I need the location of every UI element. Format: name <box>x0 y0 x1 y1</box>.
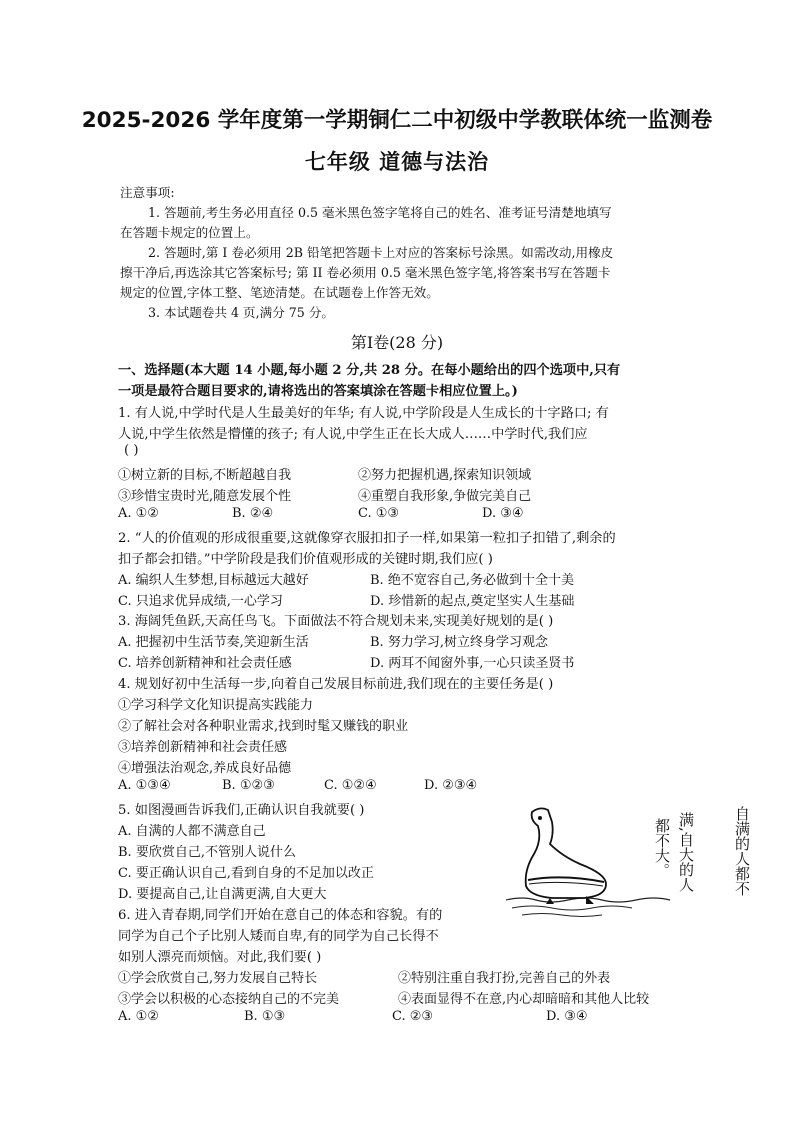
question-6-stem: 如别人漂亮而烦恼。对此,我们要( ) <box>118 950 322 965</box>
part1-title: 第Ⅰ卷(28 分) <box>350 333 444 352</box>
option-b[interactable]: B. 要欣赏自己,不管别人说什么 <box>118 845 296 860</box>
section-instruction: 一、选择题(本大题 14 小题,每小题 2 分,共 28 分。在每小题给出的四个选项中,只有 <box>118 363 621 378</box>
statement-item: ③珍惜宝贵时光,随意发展个性 <box>118 489 292 504</box>
statement-item: ④增强法治观念,养成良好品德 <box>118 761 292 776</box>
option-a[interactable]: A. 把握初中生活节奏,笑迎新生活 <box>118 635 309 650</box>
option-c[interactable]: C. ②③ <box>392 1009 434 1024</box>
notice-line: 2. 答题时,第 I 卷必须用 2B 铅笔把答题卡上对应的答案标号涂黑。如需改动,用橡皮 <box>148 245 614 260</box>
statement-item: ①学会欣赏自己,努力发展自己特长 <box>118 971 318 986</box>
option-b[interactable]: B. ②④ <box>232 506 274 521</box>
notice-line: 规定的位置,字体工整、笔迹清楚。在试题卷上作答无效。 <box>120 285 439 300</box>
option-b[interactable]: B. ①②③ <box>222 778 275 793</box>
cartoon-caption: 自满的人都不 <box>733 806 751 896</box>
section-instruction: 一项是最符合题目要求的,请将选出的答案填涂在答题卡相应位置上。) <box>118 384 518 399</box>
question-1-stem: 人说,中学生依然是懵懂的孩子; 有人说,中学生正在长大成人……中学时代,我们应 <box>118 427 588 442</box>
notice-line: 在答题卡规定的位置上。 <box>120 225 259 240</box>
notice-heading: 注意事项: <box>120 185 175 200</box>
option-d[interactable]: D. ③④ <box>546 1009 588 1024</box>
notice-line: 擦干净后,再选涂其它答案标号; 第 II 卷必须用 0.5 毫米黑色签字笔,将答案书写在答题卡 <box>120 265 611 280</box>
option-a[interactable]: A. 自满的人都不满意自己 <box>118 824 266 839</box>
answer-blank: ( ) <box>124 443 139 458</box>
statement-item: ①树立新的目标,不断超越自我 <box>118 468 292 483</box>
option-c[interactable]: C. 要正确认识自己,看到自身的不足加以改正 <box>118 866 374 881</box>
option-a[interactable]: A. ①③④ <box>118 778 171 793</box>
question-5-stem: 5. 如图漫画告诉我们,正确认识自我就要( ) <box>118 803 365 818</box>
option-c[interactable]: C. 培养创新精神和社会责任感 <box>118 656 292 671</box>
option-d[interactable]: D. 要提高自己,让自满更满,自大更大 <box>118 887 327 902</box>
option-c[interactable]: C. ①②④ <box>324 778 377 793</box>
option-d[interactable]: D. ③④ <box>482 506 524 521</box>
option-a[interactable]: A. 编织人生梦想,目标越远大越好 <box>118 573 309 588</box>
notice-line: 1. 答题前,考生务必用直径 0.5 毫米黑色签字笔将自己的姓名、准考证号清楚地填写 <box>148 205 612 220</box>
question-1-stem: 1. 有人说,中学时代是人生最美好的年华; 有人说,中学阶段是人生成长的十字路口; 有 <box>118 406 609 421</box>
statement-item: ②了解社会对各种职业需求,找到时髦又赚钱的职业 <box>118 719 409 734</box>
cartoon-caption: 满,自大的人 <box>677 812 695 892</box>
statement-item: ②特别注重自我打扮,完善自己的外表 <box>398 971 611 986</box>
option-b[interactable]: B. ①③ <box>244 1009 286 1024</box>
question-6-stem: 同学为自己个子比别人矮而自卑,有的同学为自己长得不 <box>118 929 439 944</box>
statement-item: ①学习科学文化知识提高实践能力 <box>118 698 314 713</box>
notice-line: 3. 本试题卷共 4 页,满分 75 分。 <box>148 305 335 320</box>
option-a[interactable]: A. ①② <box>118 1009 159 1024</box>
statement-item: ③学会以积极的心态接纳自己的不完美 <box>118 992 340 1007</box>
statement-item: ④重塑自我形象,争做完美自己 <box>358 489 532 504</box>
option-c[interactable]: C. 只追求优异成绩,一心学习 <box>118 594 283 609</box>
statement-item: ④表面显得不在意,内心却暗暗和其他人比较 <box>398 992 650 1007</box>
question-4-stem: 4. 规划好初中生活每一步,向着自己发展目标前进,我们现在的主要任务是( ) <box>118 677 554 692</box>
option-a[interactable]: A. ①② <box>118 506 159 521</box>
option-c[interactable]: C. ①③ <box>358 506 400 521</box>
question-3-stem: 3. 海阔凭鱼跃,天高任鸟飞。下面做法不符合规划未来,实现美好规划的是( ) <box>118 614 554 629</box>
option-b[interactable]: B. 努力学习,树立终身学习观念 <box>370 635 548 650</box>
exam-subtitle: 七年级 道德与法治 <box>304 150 490 174</box>
cartoon-illustration <box>502 800 752 918</box>
question-2-stem: 2. “人的价值观的形成很重要,这就像穿衣服扣扣子一样,如果第一粒扣子扣错了,剩余的 <box>118 531 616 546</box>
option-d[interactable]: D. 两耳不闻窗外事,一心只读圣贤书 <box>370 656 575 671</box>
option-b[interactable]: B. 绝不宽容自己,务必做到十全十美 <box>370 573 574 588</box>
statement-item: ②努力把握机遇,探索知识领域 <box>358 468 532 483</box>
question-6-stem: 6. 进入青春期,同学们开始在意自己的体态和容貌。有的 <box>118 908 443 923</box>
option-d[interactable]: D. ②③④ <box>424 778 478 793</box>
option-d[interactable]: D. 珍惜新的起点,奠定坚实人生基础 <box>370 594 575 609</box>
exam-title: 2025-2026 学年度第一学期铜仁二中初级中学教联体统一监测卷 <box>81 108 713 133</box>
statement-item: ③培养创新精神和社会责任感 <box>118 740 288 755</box>
question-2-stem: 扣子都会扣错。”中学阶段是我们价值观形成的关键时期,我们应( ) <box>118 552 493 567</box>
cartoon-caption: 都不大。 <box>653 818 671 878</box>
